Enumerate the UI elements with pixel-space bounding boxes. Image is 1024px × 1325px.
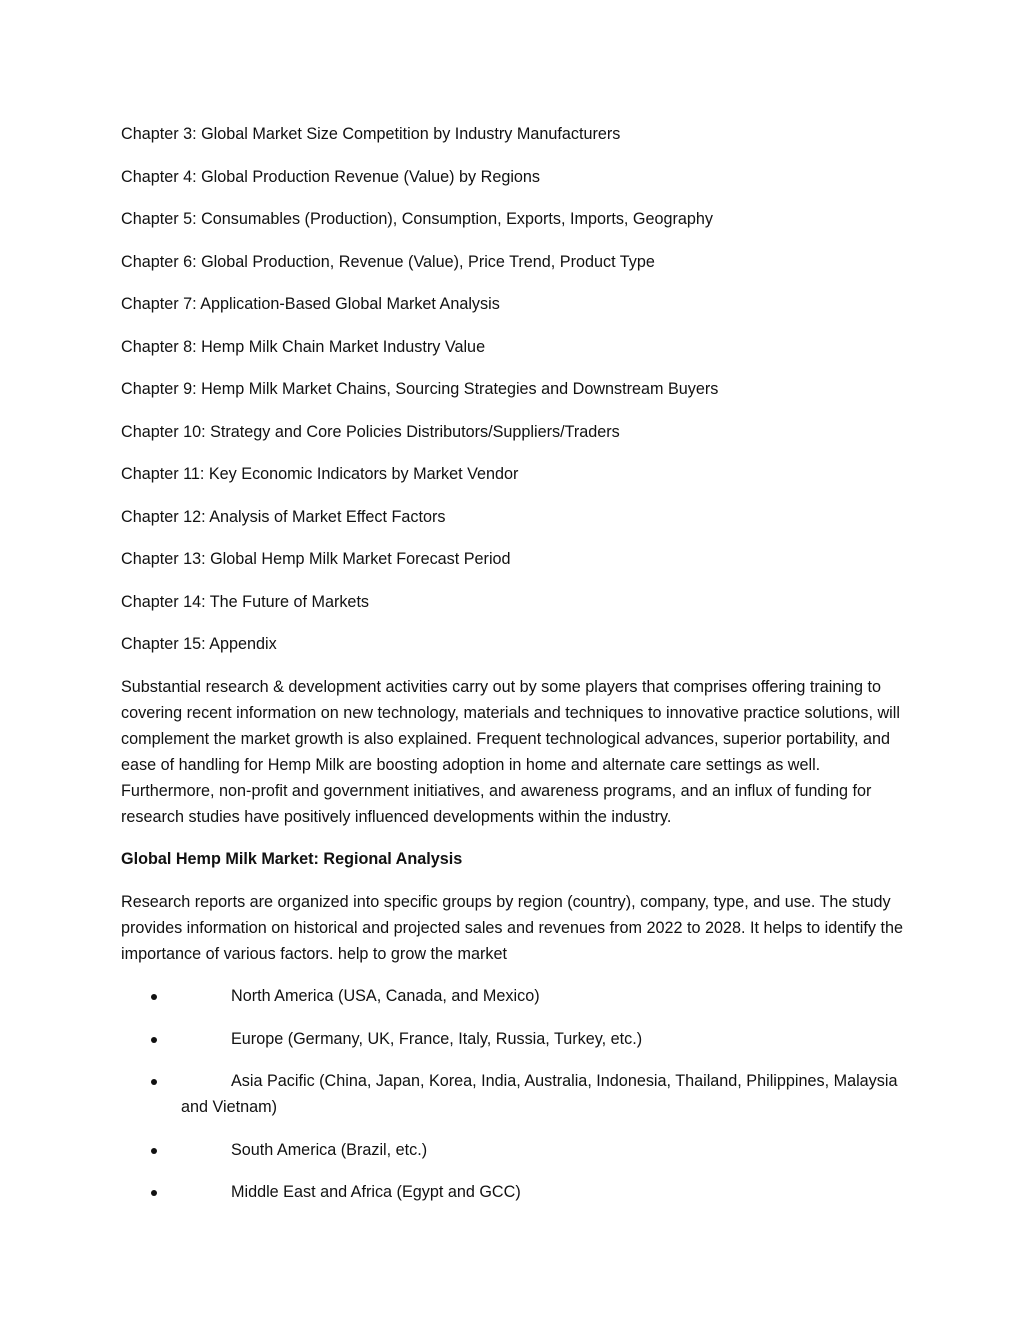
regional-heading: Global Hemp Milk Market: Regional Analysis bbox=[121, 850, 463, 868]
region-list-item bbox=[121, 1137, 911, 1163]
bullet-icon bbox=[151, 1037, 157, 1043]
region-label: Middle East and Africa (Egypt and GCC) bbox=[231, 1183, 521, 1201]
region-list-item bbox=[121, 983, 911, 1009]
chapter-item: Chapter 5: Consumables (Production), Consumption, Exports, Imports, Geography bbox=[121, 210, 714, 228]
chapter-item: Chapter 6: Global Production, Revenue (Value), Price Trend, Product Type bbox=[121, 252, 655, 271]
chapter-item: Chapter 8: Hemp Milk Chain Market Industry Value bbox=[121, 337, 486, 356]
chapter-item: Chapter 13: Global Hemp Milk Market Forecast Period bbox=[121, 550, 511, 568]
chapter-item: Chapter 12: Analysis of Market Effect Factors bbox=[121, 507, 446, 526]
chapter-item: Chapter 7: Application-Based Global Market Analysis bbox=[121, 295, 500, 313]
chapter-item: Chapter 10: Strategy and Core Policies Distributors/Suppliers/Traders bbox=[121, 422, 620, 441]
region-label: South America (Brazil, etc.) bbox=[231, 1140, 428, 1159]
chapter-item: Chapter 11: Key Economic Indicators by Market Vendor bbox=[121, 465, 519, 483]
regional-paragraph: Research reports are organized into specific groups by region (country), company, type, and use. The study provides information on historical and projected sales and revenues from 2022 to 2028. It helps to identify the importance of various factors. help to grow the market bbox=[121, 892, 903, 963]
document-page bbox=[121, 121, 911, 1222]
rd-paragraph: Substantial research & development activities carry out by some players that comprises offering training to covering recent information on new technology, materials and techniques to innovative practice solutions, will complement the market growth is also explained. Frequent technological advances, superior portability, and ease of handling for Hemp Milk are boosting adoption in home and alternate care settings as well. Furthermore, non-profit and government initiatives, and awareness programs, and an influx of funding for research studies have positively influenced developments within the industry. bbox=[121, 677, 900, 826]
region-list-item bbox=[121, 1026, 911, 1052]
chapter-item: Chapter 15: Appendix bbox=[121, 635, 277, 653]
chapter-item: Chapter 3: Global Market Size Competition by Industry Manufacturers bbox=[121, 125, 621, 143]
bullet-icon bbox=[151, 1079, 157, 1085]
region-label: Europe (Germany, UK, France, Italy, Russia, Turkey, etc.) bbox=[231, 1029, 643, 1048]
bullet-icon bbox=[151, 1190, 157, 1196]
chapter-item: Chapter 4: Global Production Revenue (Value) by Regions bbox=[121, 167, 541, 186]
region-list bbox=[121, 983, 911, 1205]
chapter-item: Chapter 9: Hemp Milk Market Chains, Sourcing Strategies and Downstream Buyers bbox=[121, 380, 719, 398]
chapter-item: Chapter 14: The Future of Markets bbox=[121, 592, 370, 611]
bullet-icon bbox=[151, 1148, 157, 1154]
bullet-icon bbox=[151, 994, 157, 1000]
region-label: North America (USA, Canada, and Mexico) bbox=[231, 987, 540, 1005]
region-list-item bbox=[121, 1068, 911, 1120]
chapter-list bbox=[121, 121, 911, 657]
region-list-item bbox=[121, 1179, 911, 1205]
region-label: Asia Pacific (China, Japan, Korea, India, Australia, Indonesia, Thailand, Philippines, Malaysia and Vietnam) bbox=[181, 1072, 898, 1116]
